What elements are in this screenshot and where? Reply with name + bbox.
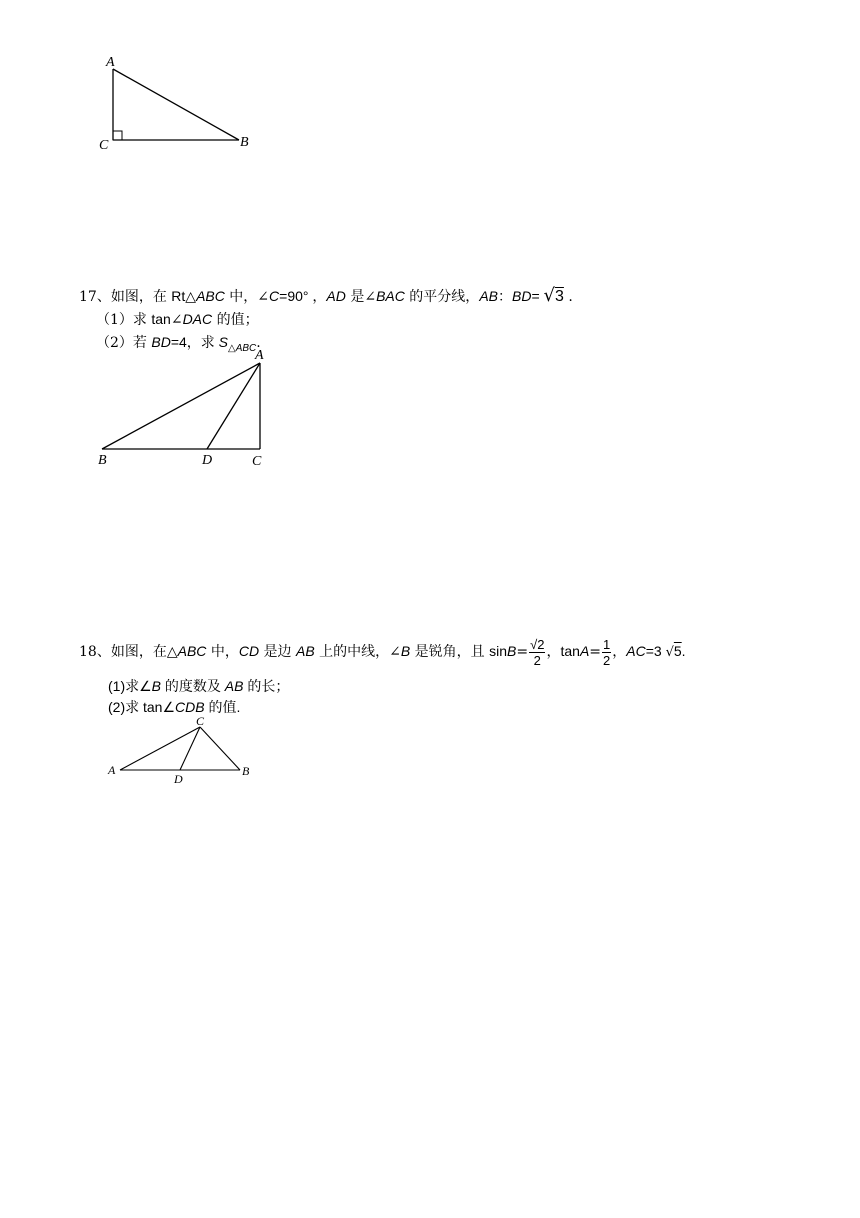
figure-q18 [100,712,260,790]
side-ac [120,727,200,770]
vertex-a-label: A [255,348,264,363]
side-cb [200,727,240,770]
q18-number: 18、 [79,644,111,660]
sqrt-sign: √ [665,645,674,660]
vertex-a-label: A [108,763,116,777]
figure-right-triangle [95,50,265,160]
q18-part1: (1)求∠B 的度数及 AB 的长； [108,678,290,694]
bisector-ad [207,363,260,449]
median-cd [180,727,200,770]
sqrt-sign: √ [543,285,556,306]
vertex-a-label: A [106,55,115,70]
right-angle-mark [113,131,122,140]
q17-part2: （2）若 BD=4，求 $S_{\triangle ABC}$. [96,334,261,354]
vertex-b-label: B [240,135,249,150]
side-ab [102,363,260,449]
vertex-c-label: C [196,714,205,728]
vertex-b-label: B [242,764,250,778]
q18-part2: (2)求 tan∠CDB 的值. [108,699,241,715]
vertex-b-label: B [98,453,107,468]
q17-statement: 17、如图，在 Rt△ABC 中，∠C=90° ，AD 是∠BAC 的平分线，AB：BD= √3 . [79,285,573,306]
q17-part1: （1）求 tan∠DAC 的值； [96,311,259,328]
fraction-1-over-2: $\frac{1}{2}$ [603,636,611,668]
point-d-label: D [202,453,213,468]
q17-number: 17、 [79,289,111,305]
point-d-label: D [174,772,183,786]
fraction-sqrt2-over-2: $\frac{√2}{2}$ [530,636,545,668]
side-ab [113,69,239,140]
figure-q17 [90,346,280,471]
q18-statement: 18、如图，在△ABC 中，CD 是边 AB 上的中线，∠B 是锐角，且 sinB= $\frac{√2}{2}$ ，tanA= $\frac{1}{2}$ ，AC=3 √5. [79,636,686,668]
vertex-c-label: C [252,454,262,469]
vertex-c-label: C [99,138,109,153]
